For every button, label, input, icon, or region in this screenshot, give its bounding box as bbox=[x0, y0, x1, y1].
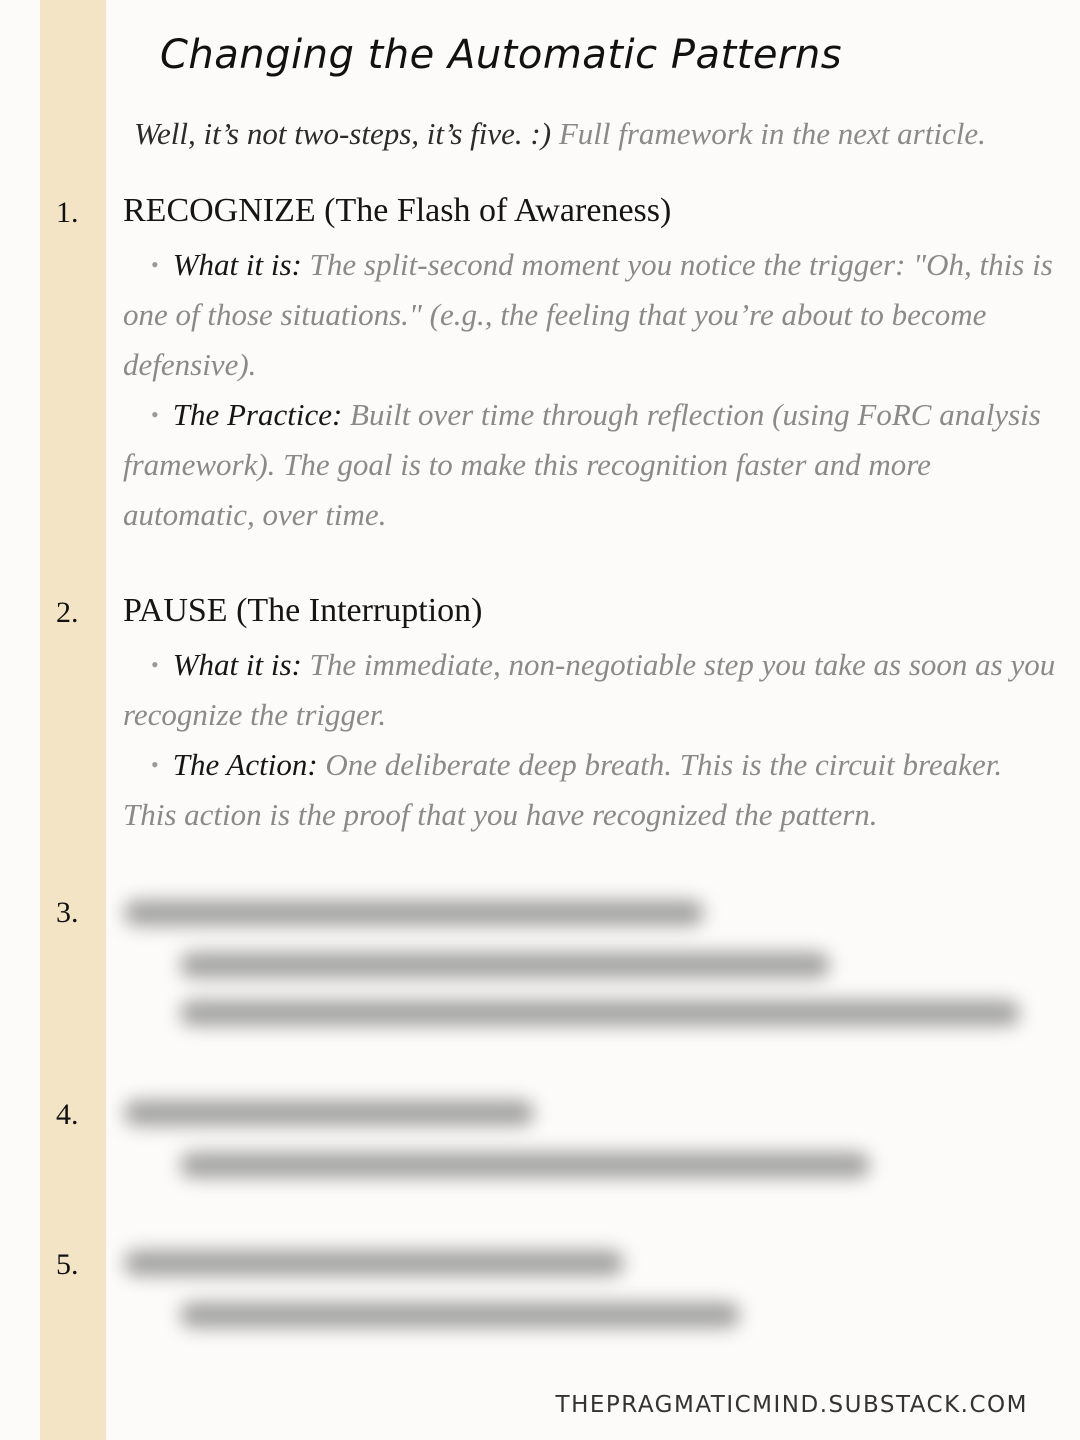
item-text: The immediate, non-negotiable step you take as soon as you recognize the trigger. bbox=[123, 647, 1056, 732]
item-text: Built over time through reflection (using FoRC analysis framework). The goal is to make this recognition faster and more automatic, over time. bbox=[123, 397, 1041, 532]
item-text: The split-second moment you notice the trigger: "Oh, this is one of those situations." (e.g., the feeling that you’re about to become defensive). bbox=[123, 247, 1053, 382]
term-label: The Action: bbox=[172, 747, 318, 782]
step-number-3: 3. bbox=[56, 896, 79, 929]
term-label: What it is: bbox=[172, 247, 302, 282]
blurred-heading-5 bbox=[124, 1250, 624, 1276]
page-title: Changing the Automatic Patterns bbox=[160, 32, 843, 78]
term-label: What it is: bbox=[172, 647, 302, 682]
blurred-heading-3 bbox=[124, 900, 704, 926]
item-text: One deliberate deep breath. This is the circuit breaker. This action is the proof that you have recognized the pattern. bbox=[123, 747, 1003, 832]
step-number-2: 2. bbox=[56, 596, 79, 629]
blurred-line bbox=[180, 1302, 740, 1328]
blurred-line bbox=[180, 1000, 1020, 1026]
footer-site-url: THEPRAGMATICMIND.SUBSTACK.COM bbox=[555, 1392, 1028, 1418]
subtitle bbox=[134, 116, 1034, 152]
blurred-line bbox=[180, 1152, 870, 1178]
step-1-item-1 bbox=[123, 240, 1063, 390]
bullet-icon: • bbox=[151, 652, 159, 677]
blurred-line bbox=[180, 952, 830, 978]
subtitle-rest: Full framework in the next article. bbox=[551, 116, 986, 151]
step-heading-1: RECOGNIZE (The Flash of Awareness) bbox=[123, 192, 672, 229]
step-2-item-2 bbox=[123, 740, 1063, 840]
step-1-item-2 bbox=[123, 390, 1063, 540]
subtitle-lead: Well, it’s not two-steps, it’s five. :) bbox=[134, 116, 552, 151]
step-number-4: 4. bbox=[56, 1098, 79, 1131]
bullet-icon: • bbox=[151, 752, 159, 777]
step-number-1: 1. bbox=[56, 196, 79, 229]
bullet-icon: • bbox=[151, 252, 159, 277]
blurred-heading-4 bbox=[124, 1100, 534, 1126]
step-heading-2: PAUSE (The Interruption) bbox=[123, 592, 483, 629]
term-label: The Practice: bbox=[172, 397, 343, 432]
bullet-icon: • bbox=[151, 402, 159, 427]
step-2-item-1 bbox=[123, 640, 1063, 740]
step-number-5: 5. bbox=[56, 1248, 79, 1281]
